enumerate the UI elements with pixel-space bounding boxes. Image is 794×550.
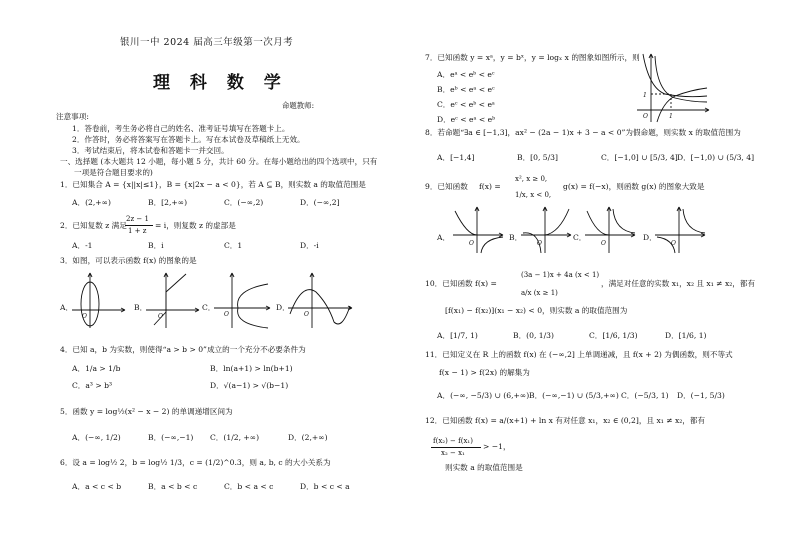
q10-option-b[interactable]: B．(0, 1/3): [513, 331, 554, 340]
q9-case-2: 1/x, x < 0,: [515, 191, 552, 199]
q3-graph-b: [144, 270, 204, 330]
exam-header: 银川一中 2024 届高三年级第一次月考: [120, 37, 294, 48]
q7-one-x: 1: [669, 113, 673, 120]
q9-option-c[interactable]: C．: [573, 233, 587, 242]
section1-line2: 一项是符合题目要求的): [74, 168, 153, 177]
q9-graph-d: [653, 205, 709, 255]
q2-frac-num: 2z − 1: [126, 215, 149, 223]
q9-graph-c: [583, 205, 639, 255]
q2-option-b[interactable]: B．i: [148, 241, 164, 250]
q7-option-d[interactable]: D．eᶜ < eᵃ < eᵇ: [437, 115, 496, 124]
q10-stem-1: 10．已知函数 f(x) =: [425, 279, 497, 288]
q6-option-c[interactable]: C．b < a < c: [224, 482, 274, 491]
q11-option-d[interactable]: D．(−1, 5/3): [677, 391, 725, 400]
q3-option-c[interactable]: C．: [202, 303, 216, 312]
q9-stem-1: 9．已知函数: [425, 182, 468, 191]
q9-graph-b: [519, 205, 575, 255]
q8-option-c[interactable]: C．[−1,0] ∪ [5/3, 4]: [601, 153, 678, 162]
q4-option-a[interactable]: A．1/a > 1/b: [72, 364, 121, 373]
q9-option-a[interactable]: A．: [437, 233, 451, 242]
notes-head: 注意事项:: [56, 112, 89, 121]
q5-option-d[interactable]: D．(2,+∞): [288, 433, 328, 442]
note-3: 3．考试结束后，将本试卷和答题卡一并交回。: [72, 146, 229, 155]
q4-stem: 4．已知 a，b 为实数，则使得“a > b > 0”成立的一个充分不必要条件为: [60, 345, 306, 354]
q9-fx: f(x) =: [479, 182, 501, 191]
q2-option-d[interactable]: D．-i: [300, 241, 319, 250]
q8-option-b[interactable]: B．[0, 5/3]: [517, 153, 558, 162]
q5-option-b[interactable]: B．(−∞,−1): [148, 433, 194, 442]
q6-option-b[interactable]: B．a < b < c: [148, 482, 198, 491]
q9-case-1: x², x ≥ 0,: [515, 175, 548, 183]
note-1: 1．答卷前，考生务必将自己的姓名、准考证号填写在答题卡上。: [72, 124, 290, 133]
q5-option-a[interactable]: A．(−∞, 1/2): [72, 433, 121, 442]
q7-graph: [635, 52, 715, 124]
q3-option-b[interactable]: B．: [134, 303, 148, 312]
q9-graph-a: [451, 205, 507, 255]
q6-stem: 6．设 a = log½ 2，b = log½ 1/3，c = (1/2)^0.3，则 a, b, c 的大小关系为: [60, 458, 331, 467]
q7-option-b[interactable]: B．eᵇ < eᵃ < eᶜ: [437, 85, 495, 94]
q8-stem: 8．若命题“∃a ∈ [−1,3]，ax² − (2a − 1)x + 3 − a < 0”为假命题，则实数 x 的取值范围为: [425, 128, 741, 137]
exam-title: 理 科 数 学: [153, 73, 288, 93]
q5-stem: 5．函数 y = log½(x² − x − 2) 的单调递增区间为: [60, 407, 233, 416]
q2-option-a[interactable]: A．-1: [72, 241, 93, 250]
q11-stem-2: f(x − 1) > f(2x) 的解集为: [439, 368, 530, 377]
q8-option-a[interactable]: A．[−1,4]: [437, 153, 475, 162]
q5-option-c[interactable]: C．(1/2, +∞): [210, 433, 260, 442]
section1-line1: 一、选择题 (本大题共 12 小题，每小题 5 分，共计 60 分。在每小题给出的四个选项中，只有: [60, 157, 378, 166]
q10-case-1: (3a − 1)x + 4a (x < 1): [521, 271, 600, 279]
q3d-origin: O: [304, 311, 309, 318]
q1-option-d[interactable]: D．(−∞,2]: [300, 198, 340, 207]
q2-stem-2: = i，则复数 z 的虚部是: [155, 221, 236, 230]
q7-option-a[interactable]: A．eᵃ < eᵇ < eᶜ: [437, 70, 495, 79]
q9-stem-2: g(x) = f(−x)，则函数 g(x) 的图象大致是: [563, 182, 705, 191]
q3-option-a[interactable]: A．: [60, 303, 74, 312]
q2-option-c[interactable]: C．1: [224, 241, 243, 250]
q3-graph-d: [286, 270, 356, 330]
q10-option-c[interactable]: C．[1/6, 1/3): [589, 331, 638, 340]
q6-option-a[interactable]: A．a < c < b: [72, 482, 122, 491]
q3-graph-a: [70, 270, 130, 330]
q10-case-2: a/x (x ≥ 1): [521, 289, 558, 297]
q9d-origin: O: [671, 240, 676, 247]
q9-option-b[interactable]: B．: [509, 233, 523, 242]
q1-option-b[interactable]: B．[2,+∞): [148, 198, 188, 207]
q7-origin: O: [643, 113, 648, 120]
q10-stem-2: ，满足对任意的实数 x₁，x₂ 且 x₁ ≠ x₂，都有: [601, 279, 756, 288]
q1-option-a[interactable]: A．(2,+∞): [72, 198, 111, 207]
q12-frac-den: x₂ − x₁: [441, 449, 465, 457]
q4-option-b[interactable]: B．ln(a+1) > ln(b+1): [210, 364, 293, 373]
q1-option-c[interactable]: C．(−∞,2): [224, 198, 264, 207]
q9b-origin: O: [537, 240, 542, 247]
q10-stem-3: [f(x₁) − f(x₂)](x₁ − x₂) < 0，则实数 a 的取值范围为: [445, 306, 628, 315]
q3b-origin: O: [158, 313, 163, 320]
q12-stem-1: 12．已知函数 f(x) = a/(x+1) + ln x 有对任意 x₁，x₂ ∈ (0,2]，且 x₁ ≠ x₂，都有: [425, 416, 706, 425]
q10-option-d[interactable]: D．[1/6, 1): [665, 331, 707, 340]
q4-option-c[interactable]: C．a³ > b³: [72, 381, 113, 390]
q9a-origin: O: [469, 240, 474, 247]
q3-option-d[interactable]: D．: [276, 303, 290, 312]
q11-option-a[interactable]: A．(−∞, −5/3) ∪ (6,+∞): [437, 391, 530, 400]
q3-stem: 3．如图，可以表示函数 f(x) 的图象的是: [60, 256, 197, 265]
q2-stem-1: 2．已知复数 z 满足: [60, 221, 127, 230]
q10-option-a[interactable]: A．[1/7, 1): [437, 331, 478, 340]
q7-option-c[interactable]: C．eᶜ < eᵇ < eᵃ: [437, 100, 495, 109]
q3a-origin: O: [82, 313, 87, 320]
q9-option-d[interactable]: D．: [643, 233, 657, 242]
q9c-origin: O: [601, 240, 606, 247]
q4-option-d[interactable]: D．√(a−1) > √(b−1): [210, 381, 289, 390]
q3c-origin: O: [224, 311, 229, 318]
q3-graph-c: [212, 270, 276, 330]
q1-stem: 1．已知集合 A = {x||x|≤1}，B = {x|2x − a < 0}，若 A ⊆ B，则实数 a 的取值范围是: [60, 180, 366, 189]
q7-stem: 7．已知函数 y = xᵃ，y = bˣ，y = logₓ x 的图象如图所示，则: [425, 53, 640, 62]
q11-stem-1: 11．已知定义在 R 上的函数 f(x) 在 (−∞,2] 上单调递减，且 f(x + 2) 为偶函数，则不等式: [425, 350, 733, 359]
q12-frac-num: f(x₂) − f(x₁): [433, 437, 473, 445]
q8-option-d[interactable]: D．[−1,0) ∪ (5/3, 4]: [677, 153, 755, 162]
q11-option-c[interactable]: C．(−5/3, 1): [621, 391, 669, 400]
q12-stem-2: > −1，: [483, 442, 511, 451]
q7-one-label: 1: [643, 92, 647, 99]
author-line: 命题教师:: [282, 101, 315, 110]
q12-stem-3: 则实数 a 的取值范围是: [445, 463, 523, 472]
q6-option-d[interactable]: D．b < c < a: [300, 482, 350, 491]
note-2: 2．作答时，务必将答案写在答题卡上。写在本试卷及草稿纸上无效。: [72, 135, 305, 144]
q2-frac-den: 1 + z: [128, 227, 147, 235]
q11-option-b[interactable]: B．(−∞,−1) ∪ (5/3,+∞): [529, 391, 619, 400]
